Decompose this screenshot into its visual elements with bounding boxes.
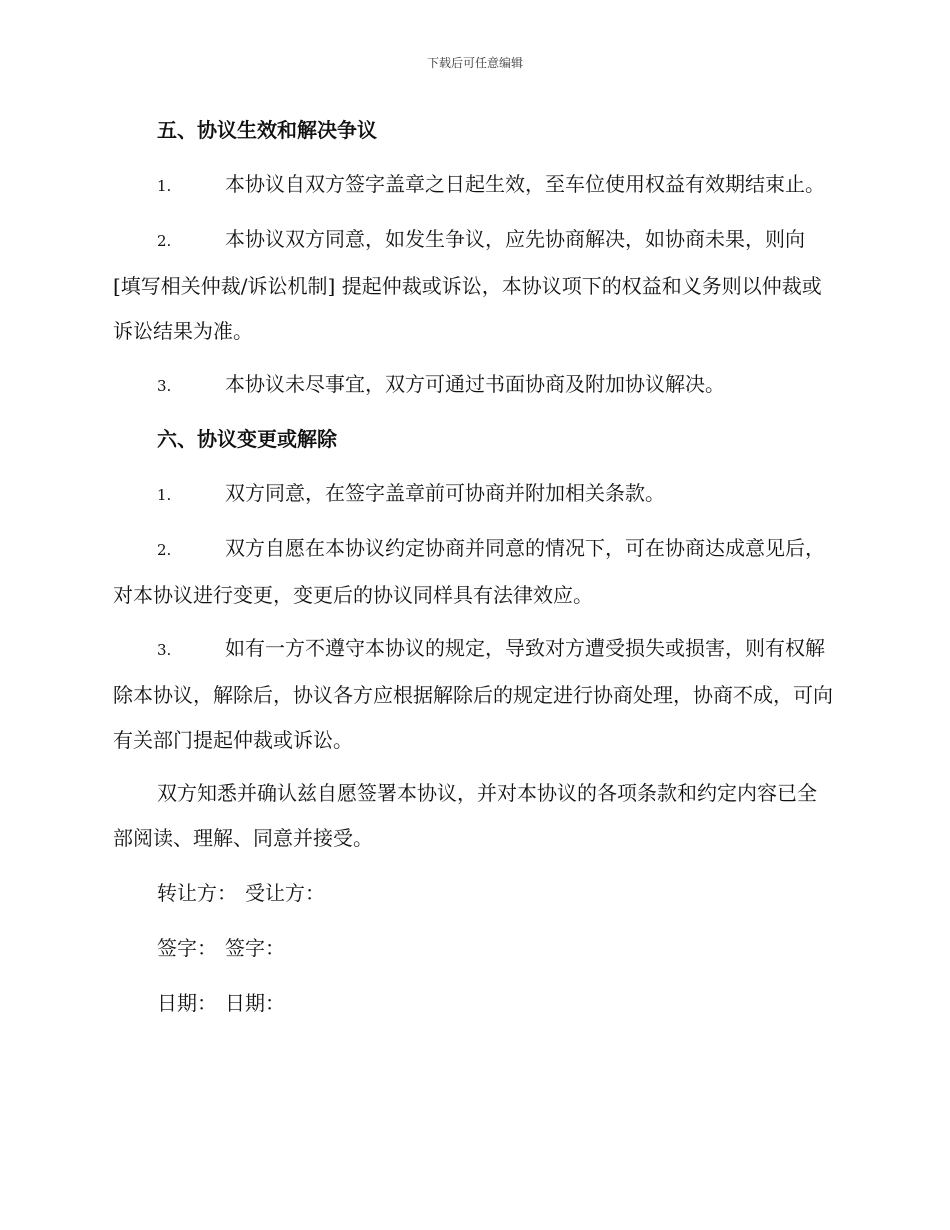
transferor-label: 转让方： bbox=[157, 881, 237, 905]
section-6-item-2 bbox=[113, 526, 833, 618]
item-text: 本协议未尽事宜，双方可通过书面协商及附加协议解决。 bbox=[225, 372, 725, 396]
transferee-label: 受让方： bbox=[245, 881, 325, 905]
closing-statement: 双方知悉并确认兹自愿签署本协议，并对本协议的各项条款和约定内容已全部阅读、理解、同意并接受。 bbox=[113, 781, 817, 850]
item-number: 2. bbox=[157, 541, 172, 559]
document-body bbox=[113, 108, 833, 1036]
section-5-item-3 bbox=[113, 362, 833, 409]
section-5-item-2 bbox=[113, 217, 833, 354]
section-6-title: 六、协议变更或解除 bbox=[157, 427, 337, 451]
section-6-item-3 bbox=[113, 626, 833, 763]
item-text: 双方同意，在签字盖章前可协商并附加相关条款。 bbox=[225, 481, 665, 505]
item-text: 本协议双方同意，如发生争议，应先协商解决，如协商未果，则向 [填写相关仲裁/诉讼机制] 提起仲裁或诉讼，本协议项下的权益和义务则以仲裁或诉讼结果为准。 bbox=[113, 227, 822, 343]
signature-label-2: 签字： bbox=[225, 936, 285, 960]
item-number: 2. bbox=[157, 232, 172, 250]
item-number: 3. bbox=[157, 377, 172, 395]
date-label-2: 日期： bbox=[225, 991, 285, 1015]
signature-labels bbox=[113, 926, 833, 971]
item-text: 本协议自双方签字盖章之日起生效，至车位使用权益有效期结束止。 bbox=[225, 172, 825, 196]
header-note: 下载后可任意编辑 bbox=[426, 56, 523, 70]
item-number: 1. bbox=[157, 486, 172, 504]
item-number: 1. bbox=[157, 177, 172, 195]
party-labels bbox=[113, 871, 833, 916]
item-text: 双方自愿在本协议约定协商并同意的情况下，可在协商达成意见后，对本协议进行变更，变更后的协议同样具有法律效应。 bbox=[113, 536, 825, 607]
signature-label-1: 签字： bbox=[157, 936, 217, 960]
item-number: 3. bbox=[157, 641, 172, 659]
item-text: 如有一方不遵守本协议的规定，导致对方遭受损失或损害，则有权解除本协议，解除后，协议各方应根据解除后的规定进行协商处理，协商不成，可向有关部门提起仲裁或诉讼。 bbox=[113, 636, 833, 752]
date-labels bbox=[113, 981, 833, 1026]
section-5-item-1 bbox=[113, 162, 833, 209]
section-5-title: 五、协议生效和解决争议 bbox=[157, 118, 377, 142]
section-6-item-1 bbox=[113, 471, 833, 518]
date-label-1: 日期： bbox=[157, 991, 217, 1015]
